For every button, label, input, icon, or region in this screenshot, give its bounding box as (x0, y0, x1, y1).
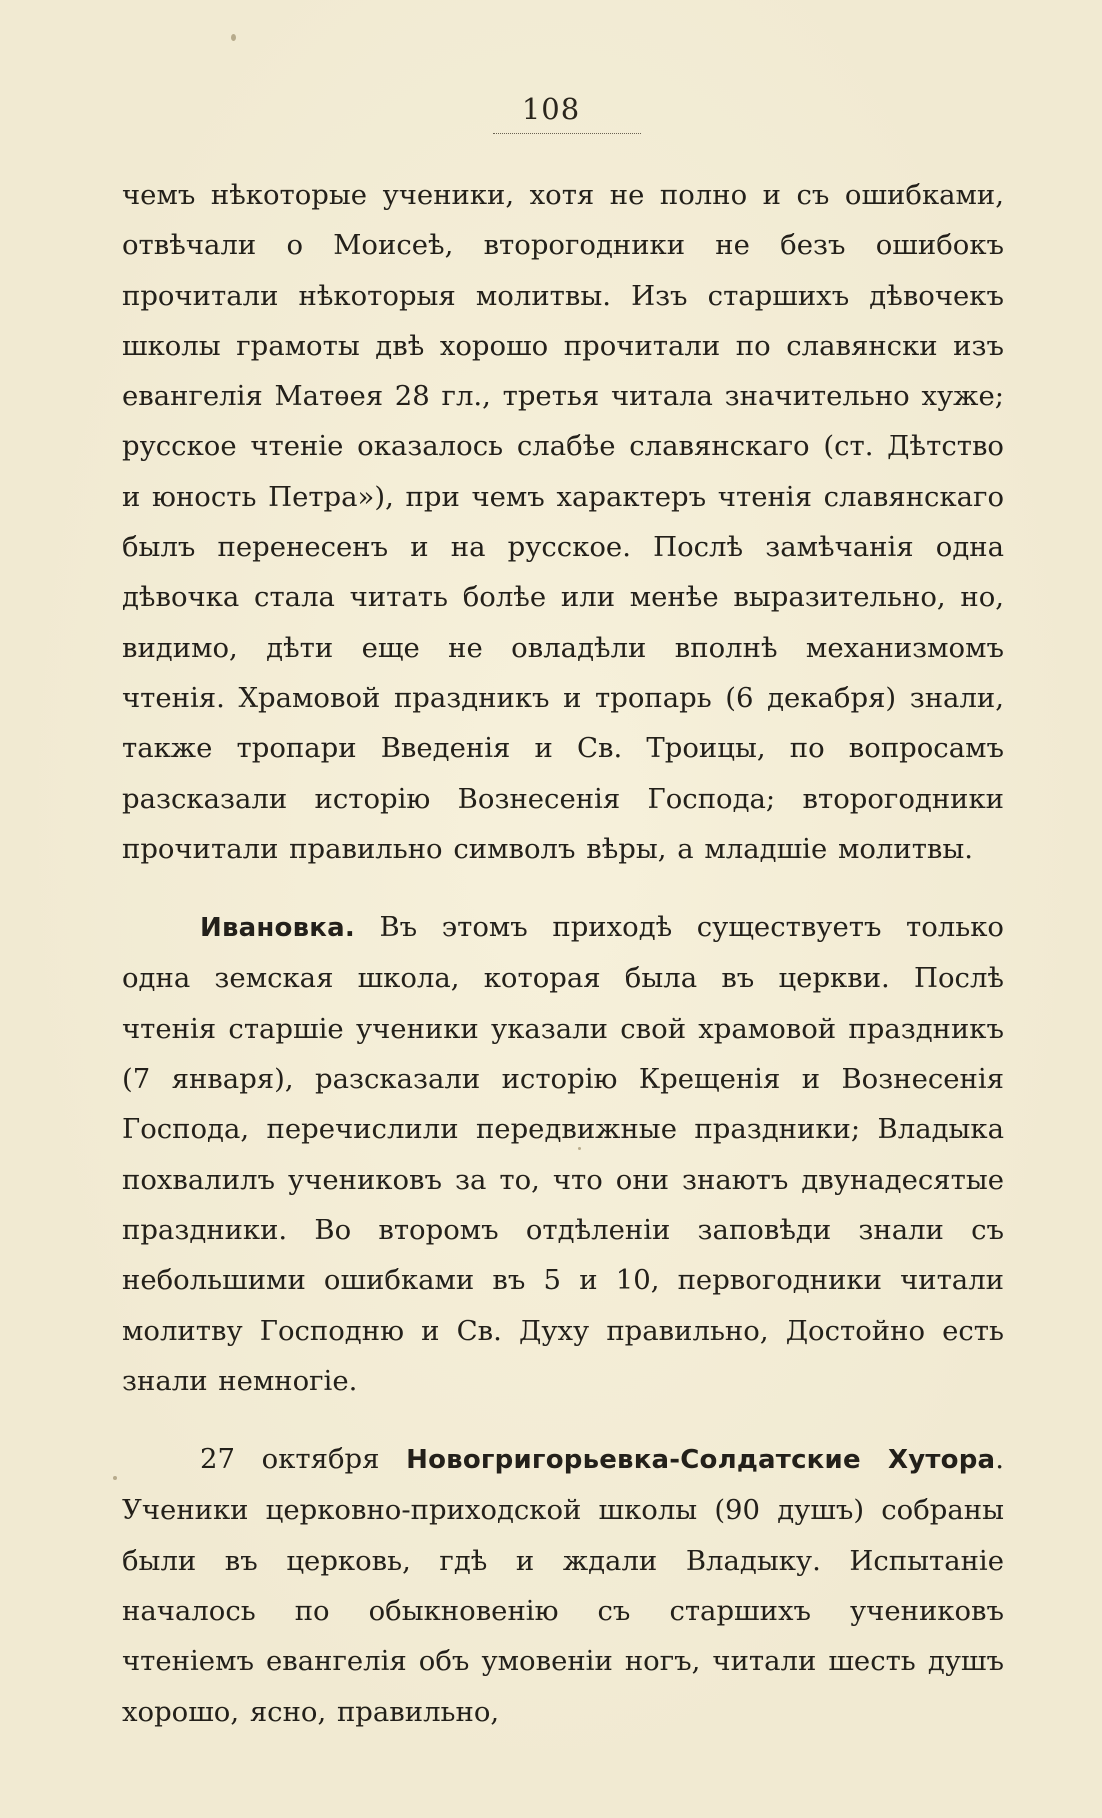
paper-speck (113, 1476, 117, 1480)
body-text (122, 170, 1004, 1737)
paragraph-novogrigorievka-text: . Ученики церковно-приходской школы (90 душъ) собраны были въ церковь, гдѣ и ждали Владыку. Испытаніе началось по обыкновенію съ старшихъ учениковъ чтеніемъ евангелія объ умовеніи ногъ, читали шесть душъ хорошо, ясно, правильно, (122, 1443, 1004, 1728)
paper-speck (231, 34, 236, 41)
paragraph-novogrigorievka-date: 27 октября (200, 1443, 407, 1476)
page-number: 108 (521, 92, 581, 126)
heading-novogrigorievka: Новогригорьевка-Солдатские Хутора (406, 1445, 996, 1476)
paragraph-ivanovka-text: Въ этомъ приходѣ существуетъ только одна земская школа, которая была въ церкви. Послѣ чтенія старшіе ученики указали свой храмовой праздникъ (7 января), разсказали исторію Крещенія и Вознесенія Господа, перечислили передвижные праздники; Владыка похвалилъ учениковъ за то, что они знаютъ двунадесятые праздники. Во второмъ отдѣленіи заповѣди знали съ небольшими ошибками въ 5 и 10, первогодники читали молитву Господню и Св. Духу правильно, Достойно есть знали немногіе. (122, 911, 1004, 1397)
header-rule (493, 133, 641, 134)
heading-ivanovka: Ивановка. (200, 913, 355, 944)
paragraph-ivanovka (122, 902, 1004, 1406)
paragraph-1 (122, 170, 1004, 874)
paragraph-1-text: чемъ нѣкоторые ученики, хотя не полно и съ ошибками, отвѣчали о Моисеѣ, второгодники не безъ ошибокъ прочитали нѣкоторыя молитвы. Изъ старшихъ дѣвочекъ школы грамоты двѣ хорошо прочитали по славянски изъ евангелія Матѳея 28 гл., третья читала значительно хуже; русское чтеніе оказалось слабѣе славянскаго (ст. Дѣтство и юность Петра»), при чемъ характеръ чтенія славянскаго былъ перенесенъ и на русское. Послѣ замѣчанія одна дѣвочка стала читать болѣе или менѣе выразительно, но, видимо, дѣти еще не овладѣли вполнѣ механизмомъ чтенія. Храмовой праздникъ и тропарь (6 декабря) знали, также тропари Введенія и Св. Троицы, по вопросамъ разсказали исторію Вознесенія Господа; второгодники прочитали правильно символъ вѣры, а младшіе молитвы. (122, 179, 1004, 865)
paragraph-novogrigorievka (122, 1434, 1004, 1737)
paper-speck (578, 1147, 581, 1150)
